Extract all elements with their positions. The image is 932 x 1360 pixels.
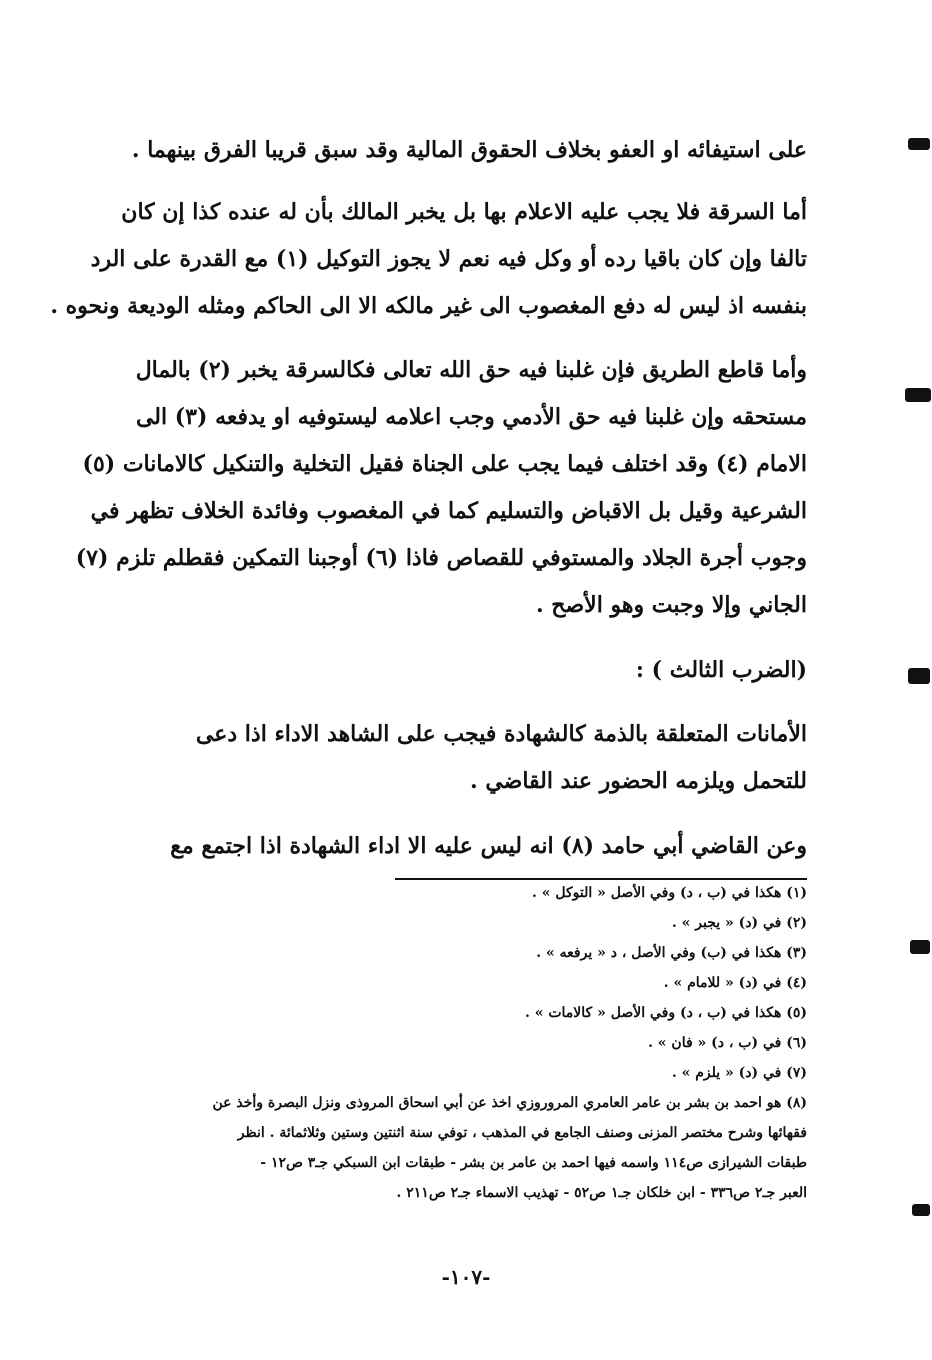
footnote: (٨) هو احمد بن بشر بن عامر العامري المروروزي اخذ عن أبي اسحاق المروذى ونزل البصرة وأخذ عن (212, 1095, 807, 1111)
footnote: (٥) هكذا في (ب ، د) وفي الأصل « كالامات » . (524, 1005, 807, 1021)
scan-mark (908, 138, 930, 150)
body-line: الأمانات المتعلقة بالذمة كالشهادة فيجب على الشاهد الاداء اذا دعى (195, 721, 807, 747)
body-line: للتحمل ويلزمه الحضور عند القاضي . (470, 768, 807, 794)
body-line: أما السرقة فلا يجب عليه الاعلام بها بل يخبر المالك بأن له عنده كذا إن كان (121, 199, 807, 225)
footnote: (٦) في (ب ، د) « فان » . (648, 1035, 807, 1051)
footnote: (٣) هكذا في (ب) وفي الأصل ، د « يرفعه » . (536, 945, 807, 961)
footnote: (٤) في (د) « للامام » . (663, 975, 807, 991)
scan-mark (912, 1204, 930, 1216)
footnote: (٧) في (د) « يلزم » . (671, 1065, 807, 1081)
body-line: تالفا وإن كان باقيا رده أو وكل فيه نعم لا يجوز التوكيل (١) مع القدرة على الرد (90, 246, 807, 272)
footnote: طبقات الشيرازى ص١١٤ واسمه فيها احمد بن عامر بن بشر - طبقات ابن السبكي جـ٣ ص١٢ - (260, 1155, 807, 1171)
footnote: العبر جـ٢ ص٣٣٦ - ابن خلكان جـ١ ص٥٢ - تهذيب الاسماء جـ٢ ص٢١١ . (396, 1185, 807, 1201)
scan-mark (908, 668, 930, 684)
footnote: فقهائها وشرح مختصر المزنى وصنف الجامع في المذهب ، توفي سنة اثنتين وستين وثلاثمائة . انظر (237, 1125, 807, 1141)
body-line: وعن القاضي أبي حامد (٨) انه ليس عليه الا اداء الشهادة اذا اجتمع مع (170, 833, 807, 859)
scan-mark (910, 940, 930, 954)
body-line: الجاني وإلا وجبت وهو الأصح . (535, 592, 807, 618)
body-line: مستحقه وإن غلبنا فيه حق الأدمي وجب اعلامه ليستوفيه او يدفعه (٣) الى (135, 404, 807, 430)
footnote: (٢) في (د) « يجبر » . (671, 915, 807, 931)
section-heading: (الضرب الثالث ) : (635, 657, 807, 683)
footnote: (١) هكذا في (ب ، د) وفي الأصل « التوكل » . (531, 885, 807, 901)
body-line: وجوب أجرة الجلاد والمستوفي للقصاص فاذا (٦) أوجبنا التمكين فقطلم تلزم (٧) (75, 545, 807, 571)
scan-mark (905, 388, 931, 402)
body-line: بنفسه اذ ليس له دفع المغصوب الى غير مالكه الا الى الحاكم ومثله الوديعة ونحوه . (50, 293, 807, 319)
page-number: -١٠٧- (441, 1265, 491, 1289)
body-line: الامام (٤) وقد اختلف فيما يجب على الجناة فقيل التخلية والتنكيل كالامانات (٥) (82, 451, 807, 477)
body-line: وأما قاطع الطريق فإن غلبنا فيه حق الله تعالى فكالسرقة يخبر (٢) بالمال (135, 357, 807, 383)
footnote-separator (395, 878, 807, 880)
body-line: الشرعية وقيل بل الاقباض والتسليم كما في المغصوب وفائدة الخلاف تظهر في (90, 498, 807, 524)
body-line: على استيفائه او العفو بخلاف الحقوق المالية وقد سبق قريبا الفرق بينهما . (131, 137, 807, 163)
